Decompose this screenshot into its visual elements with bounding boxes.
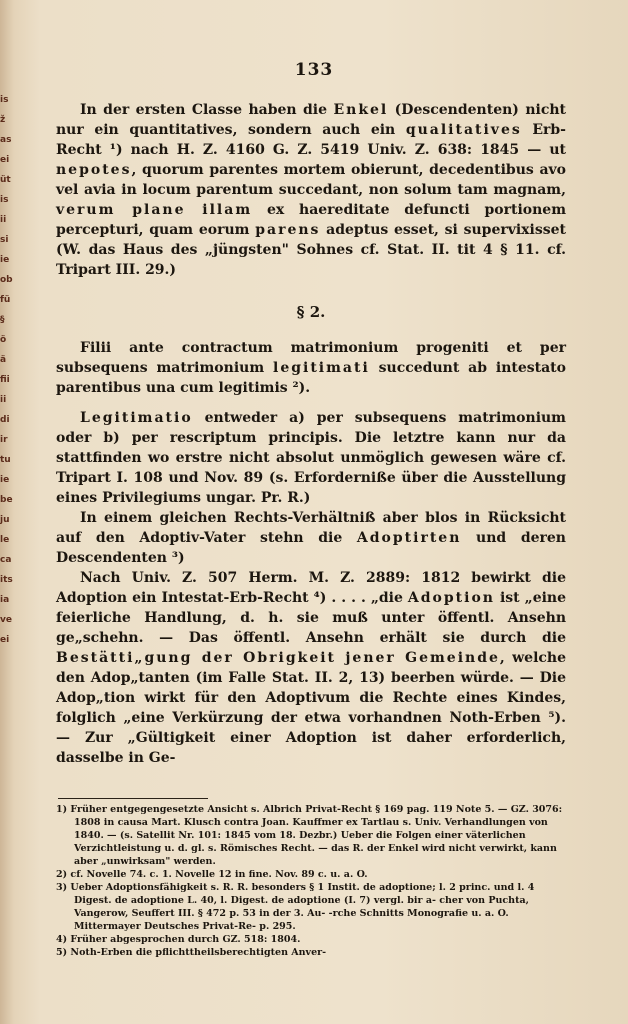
- bleed-fragment: si: [0, 235, 9, 245]
- bleed-fragment: as: [0, 135, 12, 145]
- bleed-fragment: its: [0, 575, 13, 585]
- bleed-fragment: is: [0, 95, 9, 105]
- bleed-fragment: ž: [0, 115, 6, 125]
- bleed-fragment: di: [0, 415, 10, 425]
- bleed-fragment: ei: [0, 155, 10, 165]
- footnote: 3) Ueber Adoptionsfähigkeit s. R. R. besonders § 1 Instit. de adoptione; l. 2 princ. und l. 4 Digest. de adoptione L. 40, l. Digest. de adoptione (I. 7) vergl. bir a- cher von Puchta, Vangerow, Seuffert III. § 472 p. 53 in der 3. Au- -rche Schnitts Monografie u. a. O. Mittermayer Deutsches Privat-Re- p. 295.: [56, 882, 535, 932]
- paragraph-4: In einem gleichen Rechts-Verhältniß aber blos in Rücksicht auf den Adoptiv-Vater stehn die Adoptirten und deren Descendenten ³): [56, 510, 566, 566]
- bleed-fragment: ei: [0, 635, 10, 645]
- bleed-fragment: be: [0, 495, 13, 505]
- margin-bleed-through: [0, 90, 14, 730]
- paragraph-2: Filii ante contractum matrimonium progeniti et per subsequens matrimonium legitimati succedunt ab intestato parentibus una cum legitimis ²).: [56, 340, 566, 396]
- bleed-fragment: ia: [0, 595, 10, 605]
- bleed-fragment: üt: [0, 175, 11, 185]
- footnote: 1) Früher entgegengesetzte Ansicht s. Albrich Privat-Recht § 169 pag. 119 Note 5. — GZ. 3076: 1808 in causa Mart. Klusch contra Joan. Kauffmer ex Tartlau s. Univ. Verhandlungen von 1840. — (s. Satellit Nr. 101: 1845 vom 18. Dezbr.) Ueber die Folgen einer väterlichen Verzichtleistung u. d. gl. s. Römisches Recht. — das R. der Enkel wird nicht verwirkt, kann aber „unwirksam" werden.: [56, 804, 563, 867]
- footnotes: [56, 803, 571, 959]
- bleed-fragment: ir: [0, 435, 8, 445]
- bleed-fragment: tu: [0, 455, 11, 465]
- footnote: 2) cf. Novelle 74. c. 1. Novelle 12 in fine. Nov. 89 c. u. a. O.: [56, 869, 368, 880]
- paragraph-3: Legitimatio entweder a) per subsequens matrimonium oder b) per rescriptum principis. Die letztre kann nur da stattfinden wo erstre nicht absolut unmöglich gewesen wäre cf. Tripart I. 108 und Nov. 89 (s. Erforderniße über die Ausstellung eines Privilegiums ungar. Pr. R.): [56, 410, 566, 506]
- bleed-fragment: ii: [0, 215, 7, 225]
- bleed-fragment: ca: [0, 555, 12, 565]
- bleed-fragment: le: [0, 535, 10, 545]
- bleed-fragment: ie: [0, 475, 10, 485]
- footnote: 5) Noth-Erben die pflichttheilsberechtigten Anver-: [56, 947, 327, 958]
- bleed-fragment: fii: [0, 375, 10, 385]
- bleed-fragment: is: [0, 195, 9, 205]
- main-text: [56, 100, 566, 768]
- bleed-fragment: fü: [0, 295, 11, 305]
- footnote: 4) Früher abgesprochen durch GZ. 518: 1804.: [56, 934, 301, 945]
- footnote-divider: [58, 798, 208, 799]
- bleed-fragment: ob: [0, 275, 13, 285]
- paragraph-5: Nach Univ. Z. 507 Herm. M. Z. 2889: 1812 bewirkt die Adoption ein Intestat-Erb-Recht ⁴) . . . . „die Adoption ist „eine feierliche Handlung, d. h. sie muß unter öffentl. Ansehn ge„schehn. — Das öffentl. Ansehn erhält sie durch die Bestätti„gung der Obrigkeit jener Gemeinde, welche den Adop„tanten (im Falle Stat. II. 2, 13) beerben würde. — Die Adop„tion wirkt für den Adoptivum die Rechte eines Kindes, folglich „eine Verkürzung der etwa vorhandnen Noth-Erben ⁵). — Zur „Gültigkeit einer Adoption ist daher erforderlich, dasselbe in Ge-: [56, 570, 567, 766]
- bleed-fragment: ii: [0, 395, 7, 405]
- bleed-fragment: ve: [0, 615, 12, 625]
- page-number: 133: [294, 60, 334, 80]
- bleed-fragment: ie: [0, 255, 10, 265]
- bleed-fragment: ö: [0, 335, 7, 345]
- bleed-fragment: ju: [0, 515, 10, 525]
- bleed-fragment: ä: [0, 355, 7, 365]
- bleed-fragment: §: [0, 315, 5, 325]
- paragraph-1: In der ersten Classe haben die Enkel (Descendenten) nicht nur ein quantitatives, sondern auch ein qualitatives Erb-Recht ¹) nach H. Z. 4160 G. Z. 5419 Univ. Z. 638: 1845 — ut nepotes, quorum parentes mortem obierunt, decedentibus avo vel avia in locum parentum succedant, non solum tam magnam, verum plane illam ex haereditate defuncti portionem percepturi, quam eorum parens adeptus esset, si supervixisset (W. das Haus des „jüngsten" Sohnes cf. Stat. II. tit 4 § 11. cf. Tripart III. 29.): [56, 102, 567, 278]
- section-heading: § 2.: [296, 303, 326, 321]
